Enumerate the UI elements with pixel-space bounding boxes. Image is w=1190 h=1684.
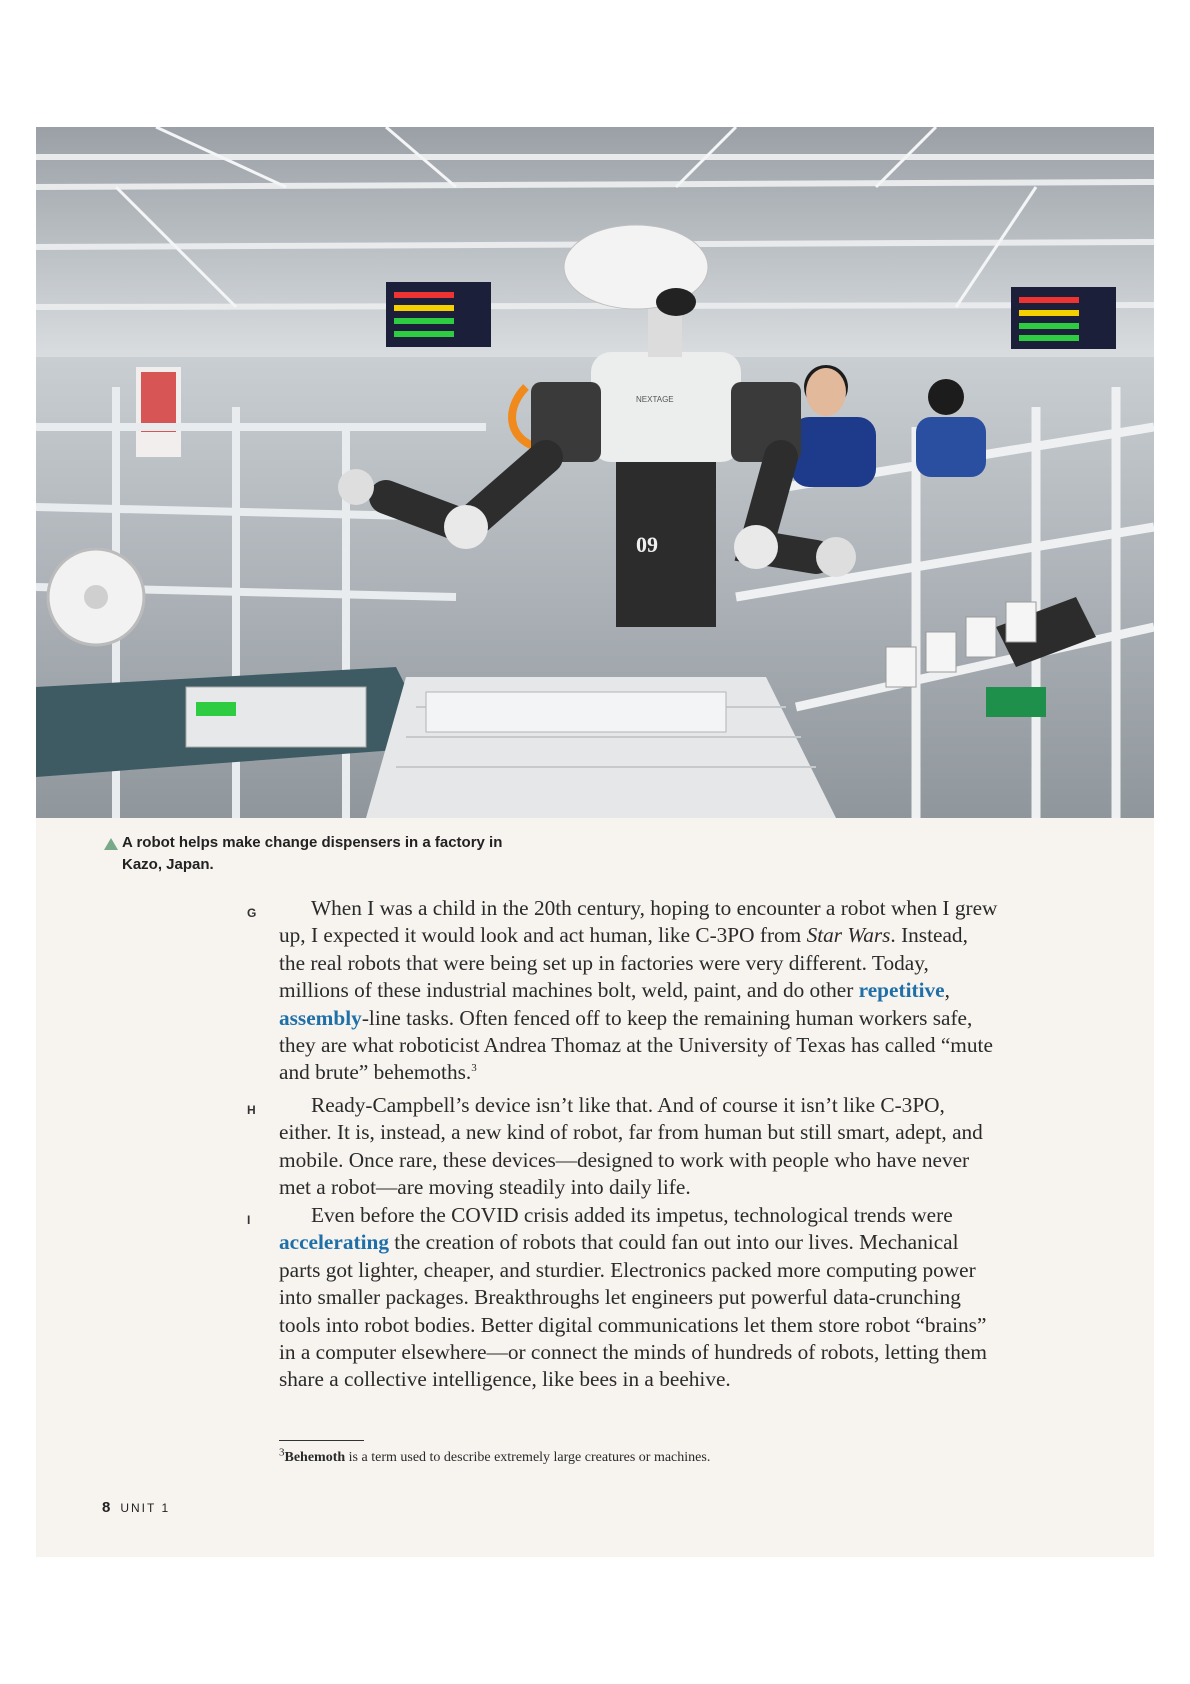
unit-label: UNIT 1 — [120, 1501, 171, 1515]
vocab-word-accelerating[interactable]: accelerating — [279, 1230, 389, 1255]
vocab-word-assembly[interactable]: assembly — [279, 1005, 362, 1030]
photo-caption — [104, 832, 524, 876]
caption-triangle-icon — [104, 838, 118, 850]
footnote: $^3$Behemoth is a term used to describe extremely large creatures or machines. — [279, 1446, 711, 1465]
paragraph-text: Ready-Campbell’s device isn’t like that. And of course it isn’t like C-3PO, either. It is, instead, a new kind of robot, far from human but still smart, adept, and mobile. Once rare, these devices—designed to work with people who have never met a robot—are moving steadily into daily life. — [279, 1093, 983, 1200]
footnote-rule — [279, 1440, 364, 1441]
paragraph-text: When I was a child in the 20th century, hoping to encounter a robot when I grew up, I expected it would look and act human, like C-3PO from Star Wars. Instead, the real robots that were being set up in factories were very different. Today, millions of these industrial machines bolt, weld, paint, and do other repetitive, assembly-line tasks. Often fenced off to keep the remaining human workers safe, they are what roboticist Andrea Thomaz at the University of Texas has called “mute and brute” behemoths.$^3$ — [279, 896, 998, 1085]
robot-number-label: 09 — [636, 532, 658, 557]
page-panel — [36, 127, 1154, 1557]
factory-robot-photo — [36, 127, 1154, 818]
paragraph-h — [247, 1092, 999, 1202]
paragraph-marker: G — [247, 906, 257, 920]
paragraph-text: Even before the COVID crisis added its impetus, technological trends were accelerating the creation of robots that could fan out into our lives. Mechanical parts got lighter, cheaper, and sturdier. Electronics packed more computing power into smaller packages. Breakthroughs let engineers put powerful data-crunching tools into robot bodies. Better digital communications let them store robot “brains” in a computer elsewhere—or connect the minds of hundreds of robots, letting them share a collective intelligence, like bees in a beehive. — [279, 1203, 987, 1392]
page-number: 8 — [102, 1499, 111, 1516]
paragraph-marker: I — [247, 1213, 251, 1227]
footnote-reference: 3 — [471, 1062, 477, 1075]
vocab-word-repetitive[interactable]: repetitive — [858, 978, 945, 1003]
work-title: Star Wars — [806, 923, 891, 948]
paragraph-marker: H — [247, 1103, 256, 1117]
caption-text: A robot helps make change dispensers in a factory in Kazo, Japan. — [122, 834, 503, 873]
paragraph-i — [247, 1202, 999, 1394]
robot-brand-label: NEXTAGE — [636, 395, 674, 404]
paragraph-g — [247, 895, 999, 1087]
page-folio — [102, 1499, 170, 1517]
footnote-term: Behemoth — [284, 1450, 346, 1465]
